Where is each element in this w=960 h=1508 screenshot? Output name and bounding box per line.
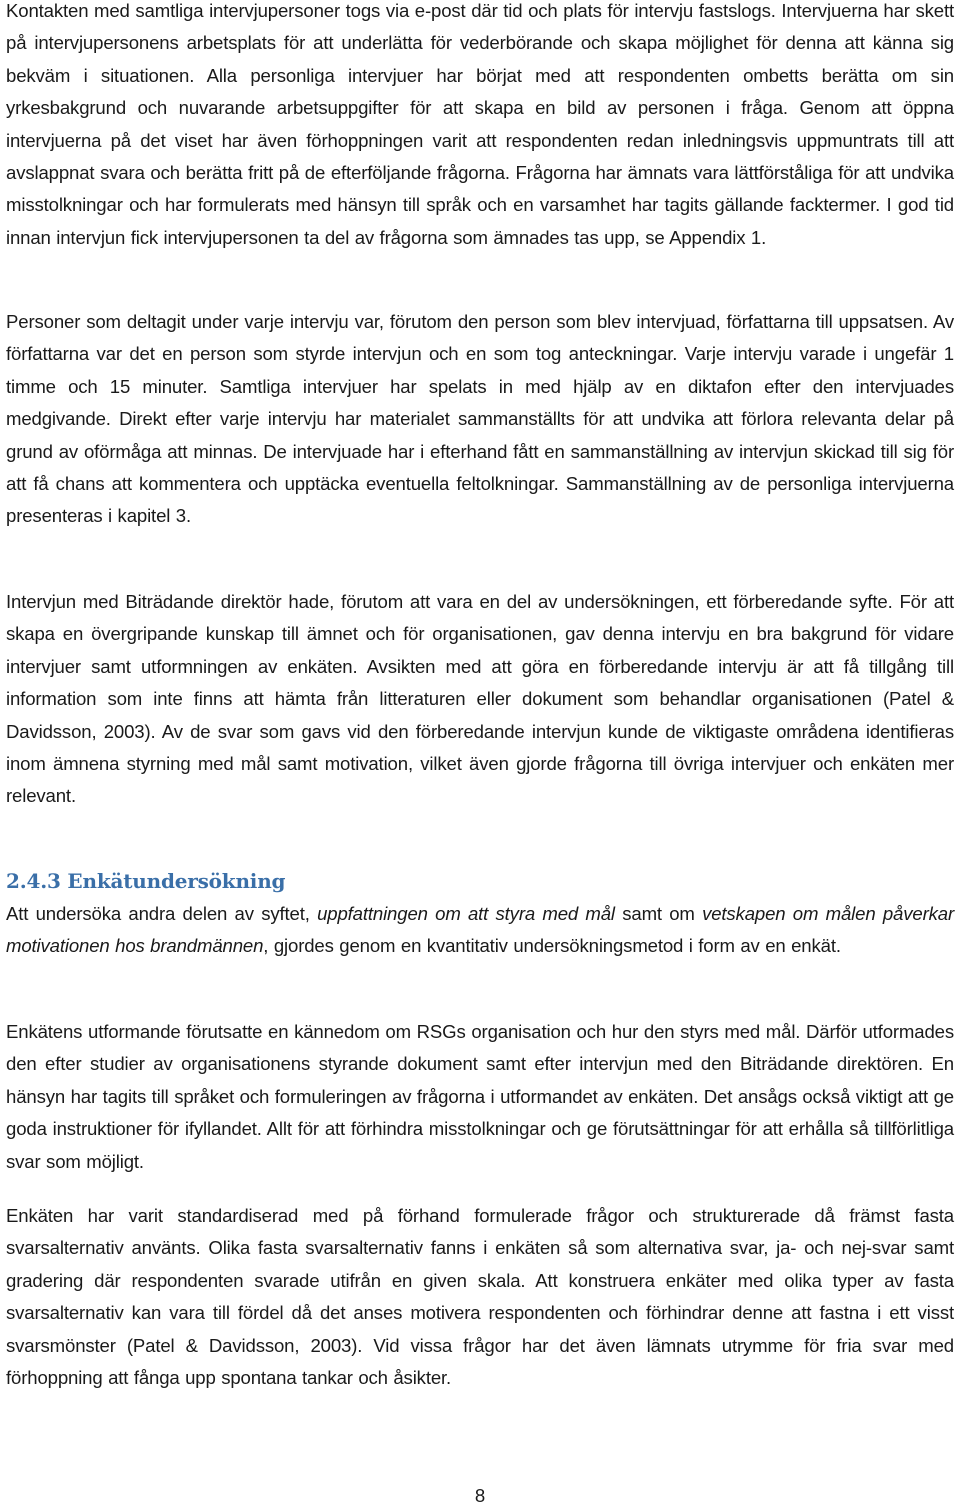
- text-run: samt om: [614, 903, 703, 924]
- paragraph-survey-standardized: Enkäten har varit standardiserad med på förhand formulerade frågor och strukturerade då främst fasta svarsalternativ använts. Olika fasta svarsalternativ fanns i enkäten så som alternativa svar, ja- och nej-svar samt gradering där respondenten svarade utifrån en given skala. Att konstruera enkäter med olika typer av fasta svarsalternativ kan vara till fördel då det anses motivera respondenten och förhindrar denne att fastna i ett visst svarsmönster (Patel & Davidsson, 2003). Vid vissa frågor har det även lämnats utrymme för fria svar med förhoppning att fånga upp spontana tankar och åsikter.: [6, 1205, 954, 1389]
- paragraph-survey-design: Enkätens utformande förutsatte en kännedom om RSGs organisation och hur den styrs med mål. Därför utformades den efter studier av organisationens styrande dokument samt efter intervjun med den Biträdande direktören. En hänsyn har tagits till språket och formuleringen av frågorna i utformandet av enkäten. Det ansågs också viktigt att ge goda instruktioner för ifyllandet. Allt för att förhindra misstolkningar och ge förutsättningar för att erhålla så tillförlitliga svar som möjligt.: [6, 1021, 954, 1172]
- page-number: 8: [474, 1485, 486, 1506]
- italic-text-run: uppfattningen om att styra med mål: [317, 903, 615, 924]
- paragraph-interview-contact: Kontakten med samtliga intervjupersoner togs via e-post där tid och plats för intervju fastslogs. Intervjuerna har skett på intervjupersonens arbetsplats för att underlätta för vederbörande och skapa möjlighet för denna att känna sig bekväm i situationen. Alla personliga intervjuer har börjat med att respondenten ombetts berätta om sin yrkesbakgrund och nuvarande arbetsuppgifter för att skapa en bild av personen i fråga. Genom att öppna intervjuerna på det viset har även förhoppningen varit att respondenten redan inledningsvis uppmuntrats till att avslappnat svara och berätta fritt på de efterföljande frågorna. Frågorna har ämnats vara lättförståliga för att undvika misstolkningar och har formulerats med hänsyn till språk och en varsamhet har tagits gällande facktermer. I god tid innan intervjun fick intervjupersonen ta del av frågorna som ämnades tas upp, se Appendix 1.: [6, 0, 954, 248]
- section-heading: 2.4.3 Enkätundersökning: [6, 869, 286, 893]
- paragraph-preparatory-interview: Intervjun med Biträdande direktör hade, förutom att vara en del av undersökningen, ett förberedande syfte. För att skapa en övergripande kunskap till ämnet och för organisationen, gav denna intervju en bra bakgrund för vidare intervjuer samt utformningen av enkäten. Avsikten med att göra en förberedande intervju är att få tillgång till information som inte finns att hämta från litteraturen eller dokument som behandlar organisationen (Patel & Davidsson, 2003). Av de svar som gavs vid den förberedande intervjun kunde de viktigaste områdena identifieras inom ämnena styrning med mål samt motivation, vilket även gjorde frågorna till övriga intervjuer och enkäten mer relevant.: [6, 591, 954, 807]
- paragraph-survey-purpose: [6, 898, 954, 963]
- text-run: Att undersöka andra delen av syftet,: [6, 903, 318, 924]
- text-run: , gjordes genom en kvantitativ undersökningsmetod i form av en enkät.: [263, 935, 841, 957]
- italic-text-run: vetskapen om målen påverkar motivationen hos brandmännen: [6, 903, 954, 957]
- paragraph-interview-participants: Personer som deltagit under varje intervju var, förutom den person som blev intervjuad, författarna till uppsatsen. Av författarna var det en person som styrde intervjun och en som tog anteckningar. Varje intervju varade i ungefär 1 timme och 15 minuter. Samtliga intervjuer har spelats in med hjälp av en diktafon efter den intervjuades medgivande. Direkt efter varje intervju har materialet sammanställts för att undvika att förlora relevanta delar på grund av oförmåga att minnas. De intervjuade har i efterhand fått en sammanställning av intervjun skickad till sig för att få chans att kommentera och upptäcka eventuella feltolkningar. Sammanställning av de personliga intervjuerna presenteras i kapitel 3.: [6, 311, 954, 527]
